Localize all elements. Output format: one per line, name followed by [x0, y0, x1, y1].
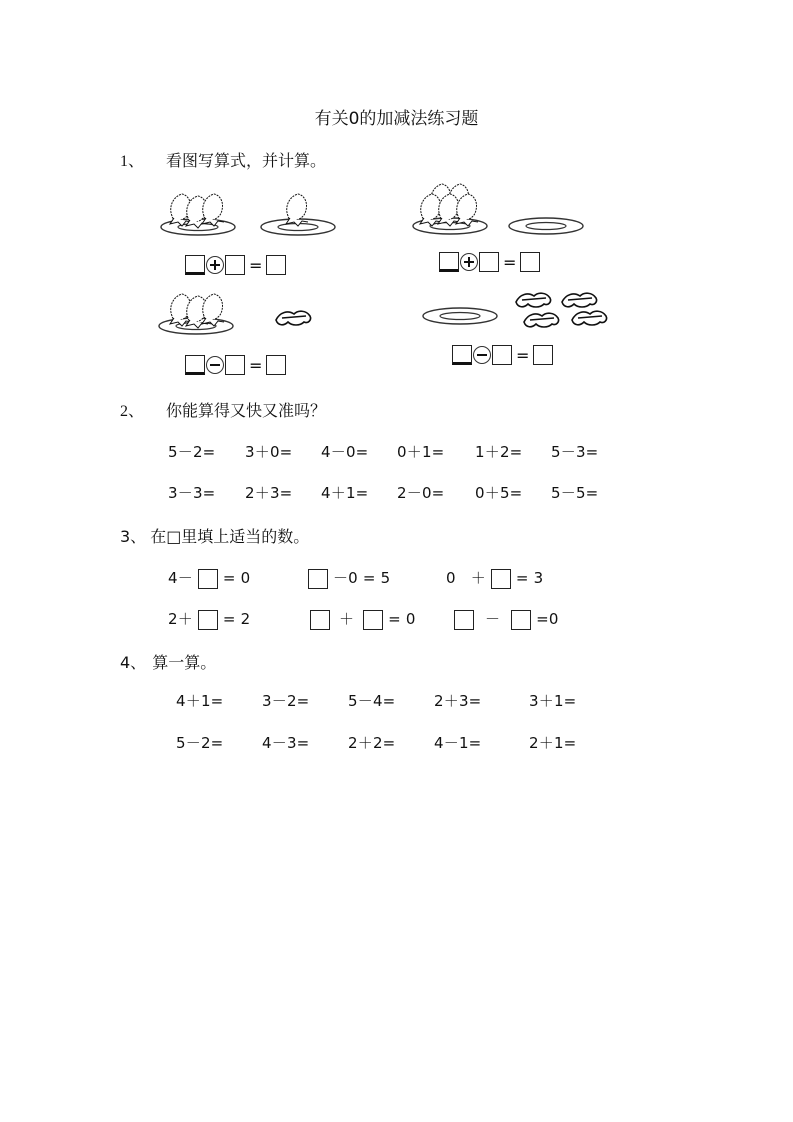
answer-box[interactable]: [310, 610, 330, 630]
leaves-4-icon: [514, 290, 614, 336]
fill-equation: －0 = 5: [308, 567, 390, 589]
answer-box[interactable]: [511, 610, 531, 630]
section-2-heading: [120, 398, 326, 421]
answer-box[interactable]: [225, 255, 245, 275]
equation: 4－0=: [321, 443, 369, 461]
equation: 4－1=: [434, 734, 482, 752]
equation: 2＋3=: [434, 692, 482, 710]
equation: 1＋2=: [475, 443, 523, 461]
answer-box[interactable]: [520, 252, 540, 272]
empty-plate-icon: [422, 304, 502, 328]
peaches-on-plate-5-icon: [410, 182, 500, 240]
equals-sign: =: [249, 255, 263, 275]
answer-box[interactable]: [198, 569, 218, 589]
equation-1d: [452, 344, 553, 366]
answer-box[interactable]: [492, 345, 512, 365]
equation: 5－2=: [168, 443, 216, 461]
peaches-on-plate-3-icon: [158, 290, 238, 338]
answer-box[interactable]: [198, 610, 218, 630]
section-number: 4、: [120, 653, 147, 672]
fill-equation: ＋ = 0: [310, 608, 416, 630]
equation: 3－2=: [262, 692, 310, 710]
equation: 2＋2=: [348, 734, 396, 752]
fill-equation: － =0: [454, 608, 559, 630]
equation: 4＋1=: [321, 484, 369, 502]
peach-on-plate-1-icon: [262, 190, 342, 240]
equation: 0＋5=: [475, 484, 523, 502]
plus-circle-icon: [460, 253, 478, 271]
answer-box[interactable]: [491, 569, 511, 589]
answer-box[interactable]: [266, 355, 286, 375]
section-3-row-2: [168, 606, 668, 630]
section-title: 在□里填上适当的数。: [150, 527, 310, 546]
equation: 2＋1=: [529, 734, 577, 752]
equation-1b: [439, 251, 540, 273]
minus-circle-icon: [206, 356, 224, 374]
equation: 0＋1=: [397, 443, 445, 461]
fill-equation: 4－ = 0: [168, 569, 251, 587]
equation-1c: [185, 354, 286, 376]
section-4-heading: [120, 650, 216, 673]
equation: 3－3=: [168, 484, 216, 502]
equation: 3＋0=: [245, 443, 293, 461]
answer-box[interactable]: [363, 610, 383, 630]
peaches-on-plate-3-icon: [158, 188, 238, 238]
section-number: 3、: [120, 527, 147, 546]
leaf-icon: [274, 308, 314, 328]
section-number: 2、: [120, 403, 145, 420]
plus-circle-icon: [206, 256, 224, 274]
section-title: 你能算得又快又准吗？: [166, 401, 327, 420]
equation: 3＋1=: [529, 692, 577, 710]
fill-equation: 2＋ = 2: [168, 610, 251, 628]
equation: 2－0=: [397, 484, 445, 502]
equals-sign: =: [516, 345, 530, 365]
equation: 4－3=: [262, 734, 310, 752]
section-3-row-1: [168, 565, 668, 589]
equation: 4＋1=: [176, 692, 224, 710]
section-title: 看图写算式，并计算。: [166, 151, 327, 170]
section-number: 1、: [120, 153, 145, 170]
equals-sign: =: [249, 355, 263, 375]
answer-box[interactable]: [225, 355, 245, 375]
section-3-heading: [120, 524, 309, 547]
answer-box[interactable]: [308, 569, 328, 589]
answer-box[interactable]: [454, 610, 474, 630]
answer-box[interactable]: [185, 255, 205, 275]
section-title: 算一算。: [152, 653, 217, 672]
fill-equation: 0 ＋ = 3: [446, 569, 544, 587]
equation: 2＋3=: [245, 484, 293, 502]
section-1-heading: [120, 148, 326, 171]
page-title: 有关0的加减法练习题: [314, 109, 479, 129]
answer-box[interactable]: [266, 255, 286, 275]
answer-box[interactable]: [479, 252, 499, 272]
equation: 5－3=: [551, 443, 599, 461]
equation: 5－5=: [551, 484, 599, 502]
equation-1a: [185, 254, 286, 276]
answer-box[interactable]: [185, 355, 205, 375]
equals-sign: =: [503, 252, 517, 272]
answer-box[interactable]: [452, 345, 472, 365]
equation: 5－4=: [348, 692, 396, 710]
empty-plate-icon: [508, 214, 588, 238]
minus-circle-icon: [473, 346, 491, 364]
answer-box[interactable]: [439, 252, 459, 272]
equation: 5－2=: [176, 734, 224, 752]
answer-box[interactable]: [533, 345, 553, 365]
